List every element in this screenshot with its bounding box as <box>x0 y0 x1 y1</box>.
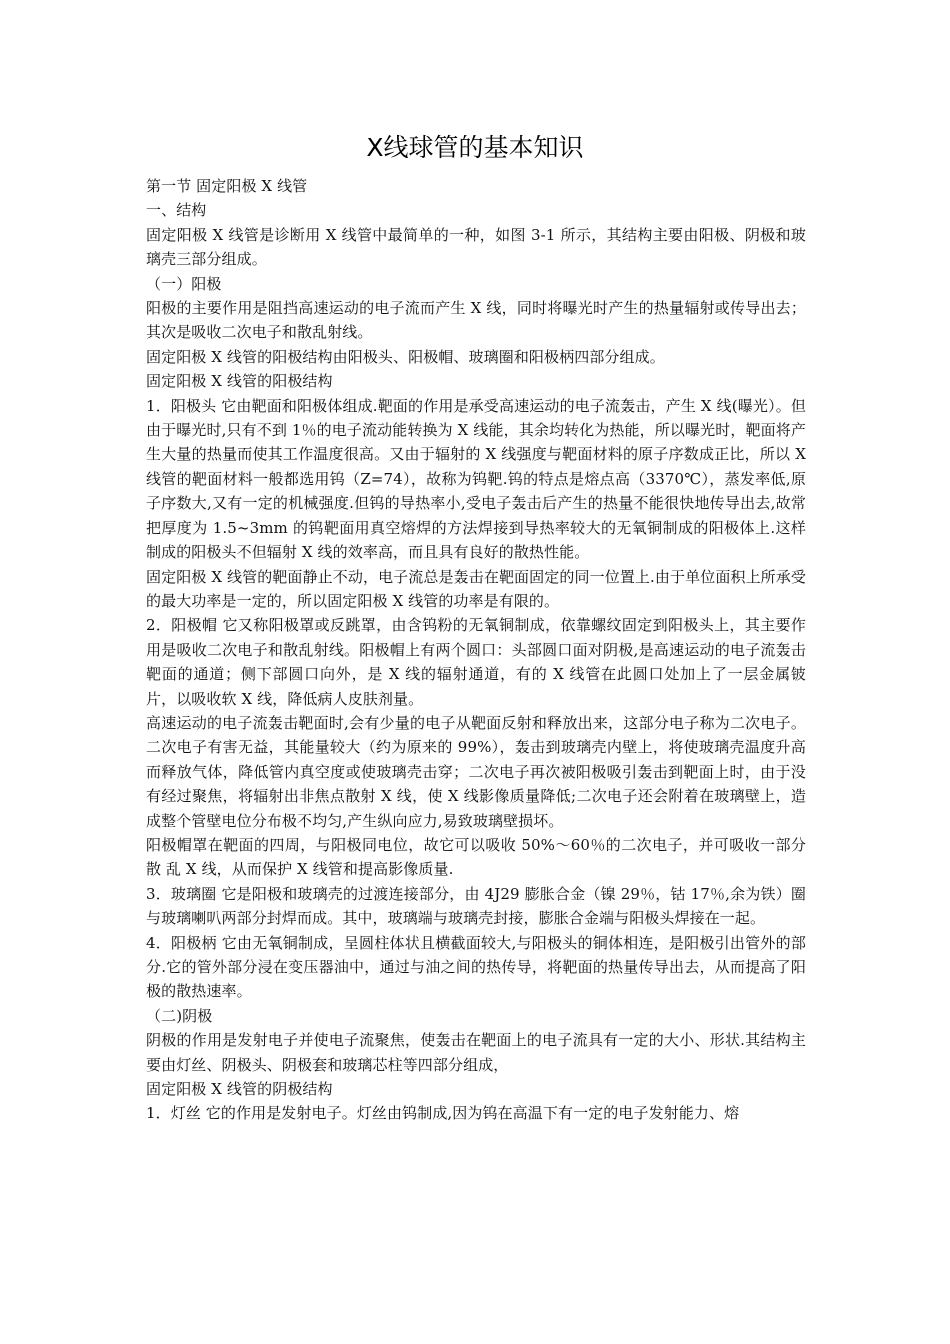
paragraph: 固定阳极 X 线管的阳极结构由阳极头、阳极帽、玻璃圈和阳极柄四部分组成。 <box>146 347 665 366</box>
subsection-heading: （一）阳极 <box>146 274 222 293</box>
paragraph: 4．阳极柄 它由无氧铜制成，呈圆柱体状且横截面较大,与阳极头的铜体相连，是阳极引出管外的部分.它的管外部分浸在变压器油中，通过与油之间的热传导，将靶面的热量传导出去，从而提高了阳极的散热速率。 <box>146 933 806 1001</box>
document-title: X线球管的基本知识 <box>366 133 584 162</box>
paragraph: 固定阳极 X 线管是诊断用 X 线管中最简单的一种，如图 3-1 所示，其结构主要由阳极、阴极和玻璃壳三部分组成。 <box>146 225 806 269</box>
figure-caption: 固定阳极 X 线管的阳极结构 <box>146 372 333 391</box>
paragraph: 1．灯丝 它的作用是发射电子。灯丝由钨制成,因为钨在高温下有一定的电子发射能力、熔 <box>146 1104 740 1123</box>
paragraph: 1．阳极头 它由靶面和阳极体组成.靶面的作用是承受高速运动的电子流轰击，产生 X 线(曝光）。但由于曝光时,只有不到 1％的电子流动能转换为 X 线能，其余均转化为热能，所以曝光时，靶面将产生大量的热量而使其工作温度很高。又由于辐射的 X 线强度与靶面材料的原子序数成正比，所以 X 线管的靶面材料一般都选用钨（Z=74），故称为钨靶.钨的特点是熔点高（3370℃），蒸发率低,原子序数大,又有一定的机械强度.但钨的导热率小,受电子轰击后产生的热量不能很快地传导出去,故常把厚度为 1.5~3mm 的钨靶面用真空熔焊的方法焊接到导热率较大的无氧铜制成的阳极体上.这样制成的阳极头不但辐射 X 线的效率高，而且具有良好的散热性能。 <box>146 396 806 562</box>
paragraph: 阳极的主要作用是阻挡高速运动的电子流而产生 X 线，同时将曝光时产生的热量辐射或传导出去；其次是吸收二次电子和散乱射线。 <box>146 299 806 342</box>
paragraph: 3．玻璃圈 它是阳极和玻璃壳的过渡连接部分，由 4J29 膨胀合金（镍 29％，钴 17％,余为铁）圈与玻璃喇叭两部分封焊而成。其中，玻璃端与玻璃壳封接，膨胀合金端与阳极头焊接在一起。 <box>146 884 806 928</box>
section-heading: 第一节 固定阳极 X 线管 <box>146 177 308 195</box>
paragraph: 高速运动的电子流轰击靶面时,会有少量的电子从靶面反射和释放出来，这部分电子称为二次电子。二次电子有害无益，其能量较大（约为原来的 99%），轰击到玻璃壳内壁上，将使玻璃壳温度升高而释放气体，降低管内真空度或使玻璃壳击穿；二次电子再次被阳极吸引轰击到靶面上时，由于没有经过聚焦，将辐射出非焦点散射 X 线，使 X 线影像质量降低;二次电子还会附着在玻璃壁上，造成整个管壁电位分布极不均匀,产生纵向应力,易致玻璃壁损坏。 <box>146 713 806 830</box>
paragraph: 固定阳极 X 线管的靶面静止不动，电子流总是轰击在靶面固定的同一位置上.由于单位面积上所承受的最大功率是一定的，所以固定阳极 X 线管的功率是有限的。 <box>146 567 806 610</box>
paragraph: 阳极帽罩在靶面的四周，与阳极同电位，故它可以吸收 50%～60％的二次电子，并可吸收一部分散 乱 X 线，从而保护 X 线管和提高影像质量. <box>146 835 806 879</box>
subsection-heading: （二)阴极 <box>146 1006 213 1025</box>
figure-caption: 固定阳极 X 线管的阴极结构 <box>146 1080 333 1099</box>
paragraph: 阴极的作用是发射电子并使电子流聚焦，使轰击在靶面上的电子流具有一定的大小、形状.其结构主要由灯丝、阴极头、阴极套和玻璃芯柱等四部分组成， <box>146 1031 806 1074</box>
document-body <box>146 174 806 1126</box>
paragraph: 2．阳极帽 它又称阳极罩或反跳罩，由含钨粉的无氧铜制成，依靠螺纹固定到阳极头上，其主要作用是吸收二次电子和散乱射线。阳极帽上有两个圆口：头部圆口面对阴极,是高速运动的电子流轰击靶面的通道；侧下部圆口向外，是 X 线的辐射通道，有的 X 线管在此圆口处加上了一层金属铍片，以吸收软 X 线，降低病人皮肤剂量。 <box>146 616 806 708</box>
subsection-heading: 一、结构 <box>146 201 207 220</box>
